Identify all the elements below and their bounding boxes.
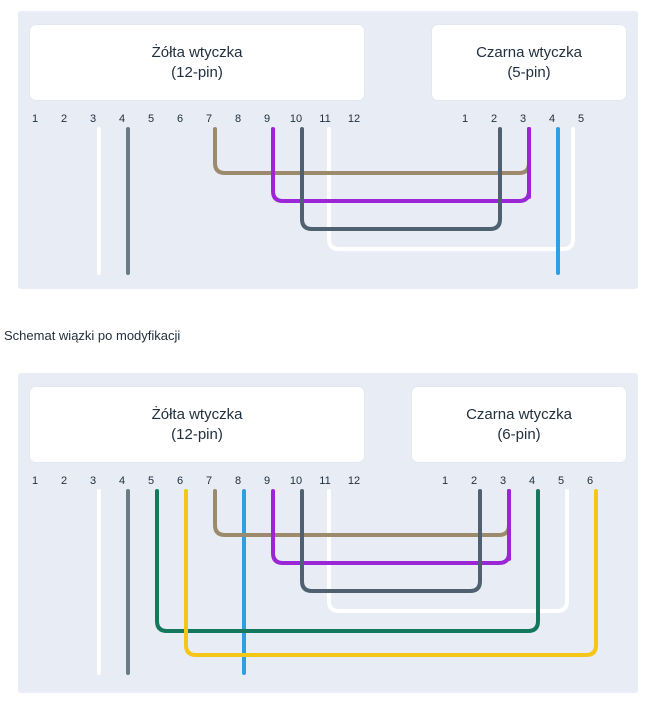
pin-label: 6 bbox=[176, 475, 184, 487]
pin-label: 5 bbox=[577, 113, 585, 125]
pin-label: 12 bbox=[347, 475, 361, 487]
right-connector-title: Czarna wtyczka bbox=[466, 405, 572, 423]
pin-label: 4 bbox=[548, 113, 556, 125]
pin-label: 2 bbox=[60, 113, 68, 125]
pin-label: 4 bbox=[118, 113, 126, 125]
diagram-panel-after bbox=[18, 373, 638, 693]
wire-slate-L10-to-R1 bbox=[302, 129, 500, 229]
pin-label: 7 bbox=[205, 475, 213, 487]
pin-label: 10 bbox=[289, 113, 303, 125]
left-connector-subtitle: (12-pin) bbox=[171, 425, 223, 443]
pin-label: 5 bbox=[147, 475, 155, 487]
right-connector-subtitle: (6-pin) bbox=[497, 425, 541, 443]
wire-bundle-after bbox=[18, 373, 638, 693]
pin-label: 3 bbox=[89, 475, 97, 487]
pin-label: 1 bbox=[31, 113, 39, 125]
left-connector-subtitle: (12-pin) bbox=[171, 63, 223, 81]
pin-label: 1 bbox=[31, 475, 39, 487]
right-connector-title: Czarna wtyczka bbox=[476, 43, 582, 61]
pin-label: 11 bbox=[319, 475, 331, 487]
pin-label: 8 bbox=[234, 113, 242, 125]
pin-label: 5 bbox=[147, 113, 155, 125]
pin-label: 4 bbox=[118, 475, 126, 487]
pin-label: 4 bbox=[528, 475, 536, 487]
pin-label: 12 bbox=[347, 113, 361, 125]
left-connector-title: Żółta wtyczka bbox=[151, 405, 243, 423]
pin-label: 3 bbox=[519, 113, 527, 125]
wire-bundle-before bbox=[18, 11, 638, 289]
right-connector-subtitle: (5-pin) bbox=[507, 63, 551, 81]
section-caption: Schemat wiązki po modyfikacji bbox=[4, 328, 181, 343]
left-connector-title: Żółta wtyczka bbox=[151, 43, 243, 61]
pin-label: 3 bbox=[499, 475, 507, 487]
pin-label: 3 bbox=[89, 113, 97, 125]
pin-label: 1 bbox=[461, 113, 469, 125]
wire-purple-L9-to-R2 bbox=[273, 129, 529, 201]
wire-brown-L7-to-R3 bbox=[215, 129, 529, 173]
wire-brown-L7-to-R3 bbox=[215, 491, 509, 535]
pin-label: 8 bbox=[234, 475, 242, 487]
pin-label: 6 bbox=[176, 113, 184, 125]
pin-label: 10 bbox=[289, 475, 303, 487]
pin-label: 7 bbox=[205, 113, 213, 125]
pin-label: 2 bbox=[60, 475, 68, 487]
pin-label: 9 bbox=[263, 475, 271, 487]
pin-label: 11 bbox=[319, 113, 331, 125]
wire-purple-L9-to-R2 bbox=[273, 491, 509, 563]
pin-label: 2 bbox=[470, 475, 478, 487]
pin-label: 9 bbox=[263, 113, 271, 125]
pin-label: 6 bbox=[586, 475, 594, 487]
pin-label: 2 bbox=[490, 113, 498, 125]
diagram-panel-before bbox=[18, 11, 638, 289]
pin-label: 5 bbox=[557, 475, 565, 487]
pin-label: 1 bbox=[441, 475, 449, 487]
